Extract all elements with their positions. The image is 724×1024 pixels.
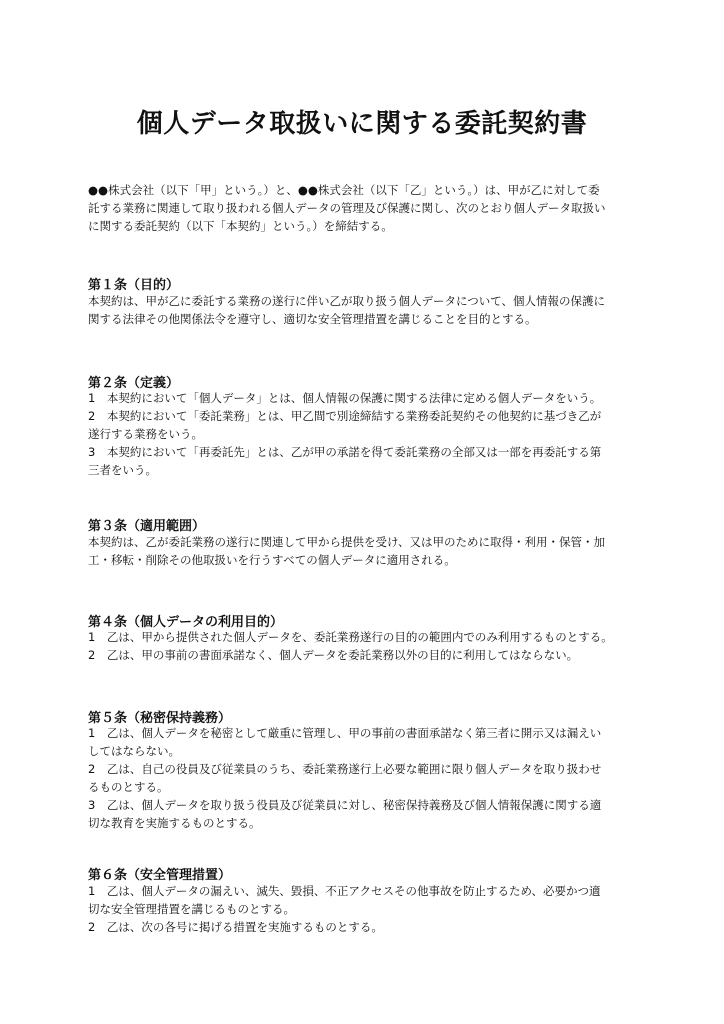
- preamble-line: に関する委託契約（以下「本契約」という。）を締結する。: [88, 219, 393, 233]
- article-line: るものとする。: [88, 780, 169, 794]
- article-line: 遂行する業務をいう。: [88, 427, 203, 441]
- article-4-body: [88, 628, 648, 664]
- article-2-body: [88, 389, 648, 479]
- preamble-line: ●●株式会社（以下「甲」という。）と、●●株式会社（以下「乙」という。）は、甲が乙に対して委: [88, 183, 600, 197]
- article-line: 本契約は、甲が乙に委託する業務の遂行に伴い乙が取り扱う個人データについて、個人情報の保護に: [88, 294, 606, 308]
- article-line: 3 本契約において「再委託先」とは、乙が甲の承諾を得て委託業務の全部又は一部を再委託する第: [88, 445, 602, 459]
- article-5-body: [88, 724, 648, 832]
- article-line: 工・移転・削除その他取扱いを行うすべての個人データに適用される。: [88, 553, 456, 567]
- document-title: 個人データ取扱いに関する委託契約書: [136, 109, 588, 139]
- article-5-heading: 第５条（秘密保持義務）: [88, 711, 232, 726]
- preamble-paragraph: [88, 181, 648, 235]
- article-1-heading: 第１条（目的）: [88, 278, 180, 293]
- article-line: 1 乙は、甲から提供された個人データを、委託業務遂行の目的の範囲内でのみ利用するものとする。: [88, 630, 613, 644]
- article-line: 2 本契約において「委託業務」とは、甲乙間で別途締結する業務委託契約その他契約に基づき乙が: [88, 409, 602, 423]
- article-3-heading: 第３条（適用範囲）: [88, 519, 206, 534]
- article-1-body: [88, 292, 648, 328]
- article-line: 切な安全管理措置を講じるものとする。: [88, 902, 295, 916]
- article-2-heading: 第２条（定義）: [88, 376, 180, 391]
- article-line: 三者をいう。: [88, 463, 157, 477]
- article-3-body: [88, 533, 648, 569]
- article-4-heading: 第４条（個人データの利用目的）: [88, 615, 284, 630]
- article-line: 1 乙は、個人データを秘密として厳重に管理し、甲の事前の書面承諾なく第三者に開示又は漏えい: [88, 726, 602, 740]
- article-6-body: [88, 882, 648, 936]
- article-line: 1 乙は、個人データの漏えい、滅失、毀損、不正アクセスその他事故を防止するため、必要かつ適: [88, 884, 601, 898]
- article-line: 2 乙は、自己の役員及び従業員のうち、委託業務遂行上必要な範囲に限り個人データを取り扱わせ: [88, 762, 602, 776]
- article-line: 1 本契約において「個人データ」とは、個人情報の保護に関する法律に定める個人データをいう。: [88, 391, 602, 405]
- article-line: してはならない。: [88, 744, 180, 758]
- article-line: 2 乙は、甲の事前の書面承諾なく、個人データを委託業務以外の目的に利用してはならない。: [88, 648, 579, 662]
- article-line: 2 乙は、次の各号に掲げる措置を実施するものとする。: [88, 920, 383, 934]
- article-line: 3 乙は、個人データを取り扱う役員及び従業員に対し、秘密保持義務及び個人情報保護に関する適: [88, 798, 602, 812]
- article-line: 本契約は、乙が委託業務の遂行に関連して甲から提供を受け、又は甲のために取得・利用・保管・加: [88, 535, 606, 549]
- preamble-line: 託する業務に関連して取り扱われる個人データの管理及び保護に関し、次のとおり個人データ取扱い: [88, 201, 606, 215]
- article-6-heading: 第６条（安全管理措置）: [88, 868, 232, 883]
- article-line: 切な教育を実施するものとする。: [88, 816, 261, 830]
- article-line: 関する法律その他関係法令を遵守し、適切な安全管理措置を講じることを目的とする。: [88, 312, 537, 326]
